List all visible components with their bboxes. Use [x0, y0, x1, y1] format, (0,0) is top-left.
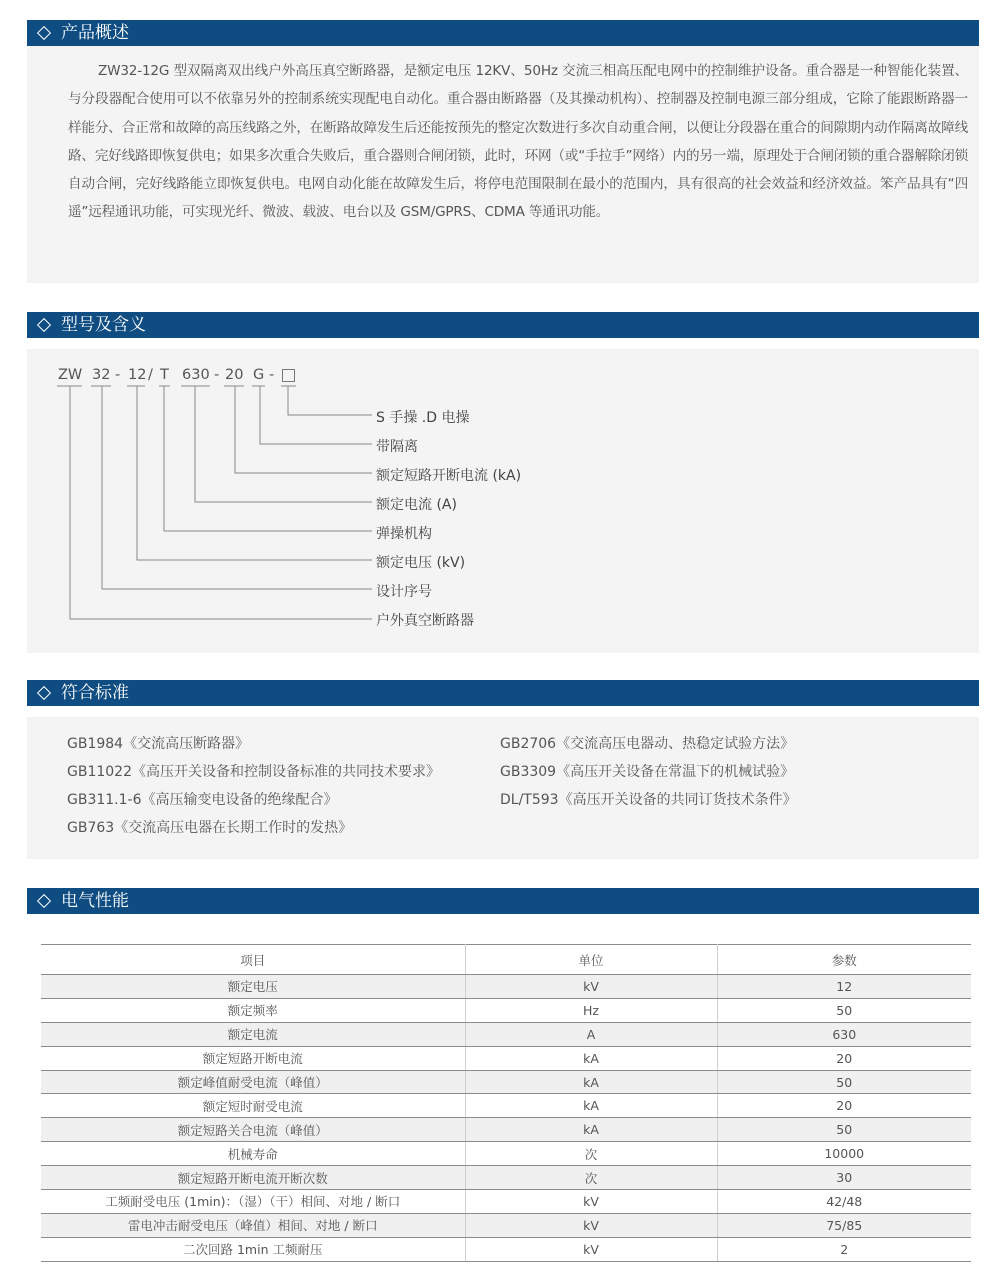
table-cell: 次 — [465, 1142, 717, 1166]
table-cell: kA — [465, 1118, 717, 1142]
table-row — [41, 1142, 971, 1166]
code-part-20: 20 — [225, 367, 244, 383]
code-part-g: G — [253, 367, 265, 383]
table-cell: 次 — [465, 1166, 717, 1190]
table-cell: kV — [465, 1213, 717, 1237]
code-part-zw: ZW — [58, 367, 83, 383]
table-cell: 50 — [717, 998, 971, 1022]
standard-item: GB763《交流高压电器在长期工作时的发热》 — [67, 820, 353, 836]
model-leader-lines — [27, 349, 979, 653]
meaning-label: 额定电压 (kV) — [376, 555, 466, 571]
code-part-dash: - — [214, 367, 220, 383]
table-cell: 20 — [717, 1046, 971, 1070]
table-cell: 额定短时耐受电流 — [41, 1094, 465, 1118]
table-header-row — [41, 945, 971, 975]
table-cell: 额定短路关合电流（峰值） — [41, 1118, 465, 1142]
leader-line — [235, 386, 372, 473]
table-row — [41, 1166, 971, 1190]
table-row — [41, 1190, 971, 1214]
standard-item: DL/T593《高压开关设备的共同订货技术条件》 — [500, 792, 797, 808]
standards-panel — [27, 717, 979, 859]
table-row — [41, 1022, 971, 1046]
table-cell: 额定短路开断电流 — [41, 1046, 465, 1070]
meaning-label: 弹操机构 — [376, 526, 432, 542]
table-cell: kA — [465, 1046, 717, 1070]
table-row — [41, 1237, 971, 1261]
diamond-icon — [37, 686, 51, 700]
table-cell: 30 — [717, 1166, 971, 1190]
table-row — [41, 1118, 971, 1142]
section-header-electrical — [27, 888, 979, 914]
table-cell: 50 — [717, 1070, 971, 1094]
table-cell: 75/85 — [717, 1213, 971, 1237]
table-cell: 额定电压 — [41, 975, 465, 999]
column-header-item: 项目 — [41, 945, 465, 975]
table-cell: 额定电流 — [41, 1022, 465, 1046]
table-cell: kA — [465, 1070, 717, 1094]
standard-item: GB3309《高压开关设备在常温下的机械试验》 — [500, 764, 795, 780]
table-cell: 630 — [717, 1022, 971, 1046]
table-cell: 工频耐受电压 (1min)：（湿）（干）相间、对地 / 断口 — [41, 1190, 465, 1214]
table-row — [41, 1046, 971, 1070]
section-title: 符合标准 — [61, 683, 129, 703]
code-part-slash: / — [148, 367, 153, 383]
table-cell: 雷电冲击耐受电压（峰值）相间、对地 / 断口 — [41, 1213, 465, 1237]
code-part-dash: - — [269, 367, 275, 383]
section-header-overview — [27, 20, 979, 46]
table-cell: 42/48 — [717, 1190, 971, 1214]
table-row — [41, 1070, 971, 1094]
diamond-icon — [37, 318, 51, 332]
table-cell: 20 — [717, 1094, 971, 1118]
table-cell: 机械寿命 — [41, 1142, 465, 1166]
diamond-icon — [37, 894, 51, 908]
meaning-label: 额定短路开断电流 (kA) — [376, 468, 522, 484]
standard-item: GB311.1-6《高压输变电设备的绝缘配合》 — [67, 792, 338, 808]
overview-panel — [27, 46, 979, 283]
table-cell: 2 — [717, 1237, 971, 1261]
code-part-t: T — [160, 367, 169, 383]
table-cell: 额定峰值耐受电流（峰值） — [41, 1070, 465, 1094]
table-row — [41, 1213, 971, 1237]
section-header-standards — [27, 680, 979, 706]
section-header-model — [27, 312, 979, 338]
table-cell: 12 — [717, 975, 971, 999]
table-cell: A — [465, 1022, 717, 1046]
standard-item: GB1984《交流高压断路器》 — [67, 736, 250, 752]
meaning-label: 户外真空断路器 — [376, 613, 474, 629]
code-part-32: 32 — [92, 367, 111, 383]
leader-line — [288, 386, 372, 415]
table-cell: 二次回路 1min 工频耐压 — [41, 1237, 465, 1261]
table-cell: 额定短路开断电流开断次数 — [41, 1166, 465, 1190]
section-title: 电气性能 — [61, 891, 129, 911]
diamond-icon — [37, 26, 51, 40]
meaning-label: S 手操 .D 电操 — [376, 410, 470, 426]
standard-item: GB2706《交流高压电器动、热稳定试验方法》 — [500, 736, 795, 752]
model-panel — [27, 349, 979, 653]
standard-item: GB11022《高压开关设备和控制设备标准的共同技术要求》 — [67, 764, 440, 780]
meaning-label: 带隔离 — [376, 439, 418, 455]
table-cell: kV — [465, 1237, 717, 1261]
table-cell: 额定频率 — [41, 998, 465, 1022]
code-part-12: 12 — [128, 367, 147, 383]
electrical-spec-table — [41, 944, 971, 1262]
column-header-unit: 单位 — [465, 945, 717, 975]
table-cell: kA — [465, 1094, 717, 1118]
table-row — [41, 998, 971, 1022]
leader-line — [102, 386, 372, 589]
code-part-dash: - — [115, 367, 121, 383]
table-cell: 50 — [717, 1118, 971, 1142]
table-row — [41, 975, 971, 999]
meaning-label: 额定电流 (A) — [376, 497, 457, 513]
meaning-label: 设计序号 — [376, 584, 432, 600]
section-title: 型号及含义 — [61, 315, 146, 335]
table-cell: kV — [465, 975, 717, 999]
table-cell: Hz — [465, 998, 717, 1022]
column-header-value: 参数 — [717, 945, 971, 975]
code-part-630: 630 — [182, 367, 210, 383]
table-cell: 10000 — [717, 1142, 971, 1166]
table-cell: kV — [465, 1190, 717, 1214]
overview-paragraph: ZW32-12G 型双隔离双出线户外高压真空断路器，是额定电压 12KV、50Hz 交流三相高压配电网中的控制维护设备。重合器是一种智能化装置、与分段器配合使用可以不依靠另外的控制系统实现配电自动化。重合器由断路器（及其操动机构）、控制器及控制电源三部分组成，它除了能跟断路器一样能分、合正常和故障的高压线路之外，在断路故障发生后还能按预先的整定次数进行多次自动重合闸，以便让分段器在重合的间隙期内动作隔离故障线路、完好线路即恢复供电；如果多次重合失败后，重合器则合闸闭锁，此时，环网（或“手拉手”网络）内的另一端，原理处于合闸闭锁的重合器解除闭锁自动合闸，完好线路能立即恢复供电。电网自动化能在故障发生后，将停电范围限制在最小的范围内，具有很高的社会效益和经济效益。笨产品具有“四遥”远程通讯功能，可实现光纤、微波、载波、电台以及 GSM/GPRS、CDMA 等通讯功能。 — [68, 63, 968, 221]
table-row — [41, 1094, 971, 1118]
section-title: 产品概述 — [61, 23, 129, 43]
